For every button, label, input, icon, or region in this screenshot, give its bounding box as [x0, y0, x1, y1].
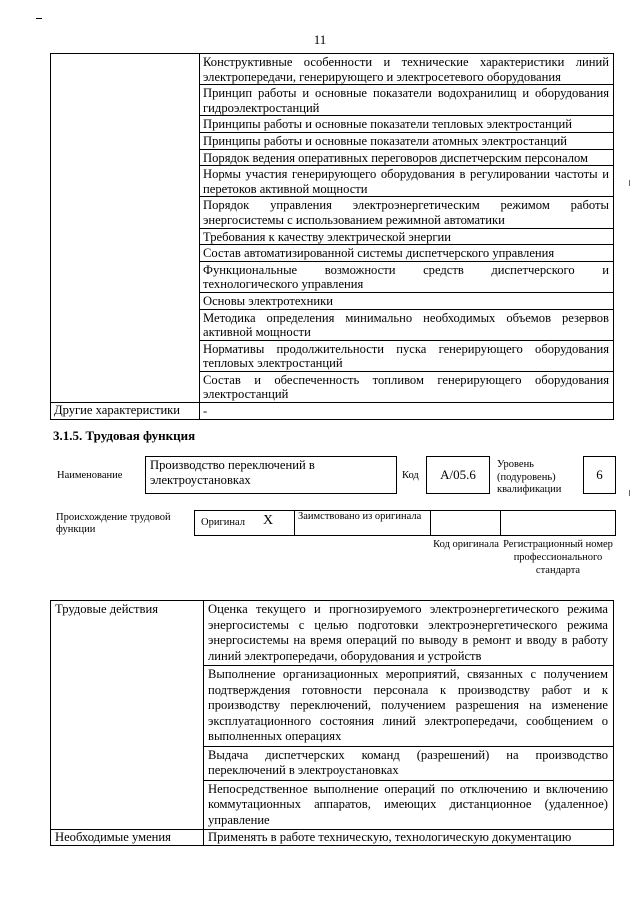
knowledge-item: Порядок ведения оперативных переговоров диспетчерским персоналом — [200, 149, 614, 166]
level-label: Уровень (подуровень) квалификации — [497, 459, 562, 495]
knowledge-label-cell — [51, 54, 200, 403]
knowledge-item: Нормы участия генерирующего оборудования в регулировании частоты и перетоков активной мощности — [200, 166, 614, 197]
origin-divider — [430, 510, 431, 536]
knowledge-item: Основы электротехники — [200, 292, 614, 309]
knowledge-table — [50, 53, 614, 420]
knowledge-item: Принцип работы и основные показатели водохранилищ и оборудования гидроэлектростанций — [200, 85, 614, 116]
action-item: Оценка текущего и прогнозируемого электроэнергетического режима энергосистемы с целью подготовки электроэнергетического режима энергосистемы на время операций по выводу в ремонт и вводу в работу линий электропередачи, оборудования и устройств — [204, 601, 614, 666]
knowledge-item: Принципы работы и основные показатели тепловых электростанций — [200, 116, 614, 133]
origin-divider — [294, 510, 295, 536]
page-number: 11 — [313, 32, 327, 47]
actions-label: Трудовые действия — [51, 601, 204, 830]
section-title: 3.1.5. Трудовая функция — [53, 428, 196, 443]
code-box — [426, 456, 490, 494]
skills-label: Необходимые умения — [51, 830, 204, 846]
code-label: Код — [402, 470, 419, 481]
knowledge-item: Принципы работы и основные показатели атомных электростанций — [200, 132, 614, 149]
knowledge-item: Требования к качеству электрической энергии — [200, 228, 614, 245]
other-characteristics-label: Другие характеристики — [51, 403, 200, 420]
other-characteristics-value: - — [200, 403, 614, 420]
knowledge-item: Нормативы продолжительности пуска генерирующего оборудования тепловых электростанций — [200, 340, 614, 371]
code-original-label: Код оригинала — [433, 539, 499, 550]
knowledge-item: Порядок управления электроэнергетическим режимом работы энергосистемы с использованием режимной автоматики — [200, 197, 614, 228]
scan-mark — [629, 490, 630, 496]
knowledge-item: Конструктивные особенности и технические характеристики линий электропередачи, генерирующего и электросетевого оборудования — [200, 54, 614, 85]
scan-mark — [36, 18, 42, 19]
reg-number-label: Регистрационный номер профессионального стандарта — [503, 539, 613, 576]
skill-item: Применять в работе техническую, технологическую документацию — [204, 830, 614, 846]
code-value: А/05.6 — [440, 467, 476, 482]
scan-mark — [629, 180, 630, 186]
labor-actions-table — [50, 600, 614, 846]
name-value: Производство переключений в электроустановках — [150, 458, 315, 487]
knowledge-item: Функциональные возможности средств диспетчерского и технологического управления — [200, 261, 614, 292]
name-box — [145, 456, 397, 494]
borrowed-label: Заимствовано из оригинала — [298, 511, 422, 522]
original-mark: X — [263, 513, 274, 528]
level-box — [583, 456, 616, 494]
level-value: 6 — [596, 467, 603, 482]
name-label: Наименование — [57, 470, 123, 481]
knowledge-item: Состав автоматизированной системы диспетчерского управления — [200, 245, 614, 262]
knowledge-item: Методика определения минимально необходимых объемов резервов активной мощности — [200, 309, 614, 340]
origin-divider — [500, 510, 501, 536]
origin-label: Происхождение трудовой функции — [56, 512, 171, 535]
action-item: Непосредственное выполнение операций по отключению и включению коммутационных аппаратов, имеющих дистанционное (удаленное) управление — [204, 780, 614, 830]
original-label: Оригинал — [201, 517, 245, 528]
knowledge-item: Состав и обеспеченность топливом генерирующего оборудования электростанций — [200, 371, 614, 402]
action-item: Выдача диспетчерских команд (разрешений) на производство переключений в электроустановках — [204, 746, 614, 780]
action-item: Выполнение организационных мероприятий, связанных с получением подтверждения готовности персонала к производству работ и к производству переключений, получением разрешения на изменение эксплуатационного состояния линий электропередачи, сообщением о выполненных операциях — [204, 666, 614, 747]
